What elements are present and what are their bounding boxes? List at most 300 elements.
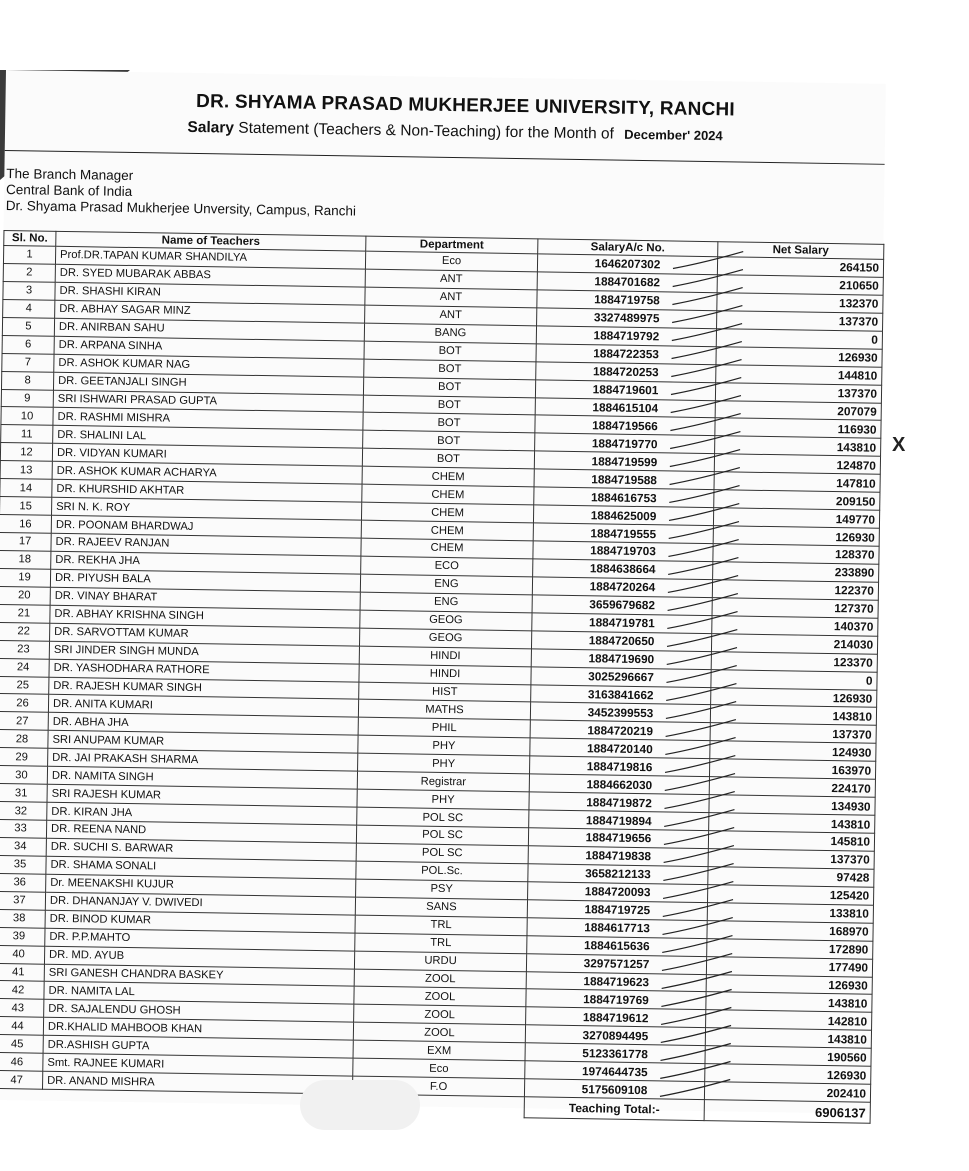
cell-name: DR. DHANANJAY V. DWIVEDI [45,892,355,915]
cell-account: 1884719623 [526,971,706,992]
tick-stroke [663,880,733,899]
cell-name: SRI RAJESH KUMAR [47,784,357,807]
cell-department: PHY [357,789,529,810]
tick-stroke [665,754,735,773]
cell-net-salary: 123370 [711,651,877,672]
cell-sl: 30 [0,766,48,785]
cell-sl: 13 [0,461,52,480]
tick-stroke [661,1024,731,1043]
total-label: Teaching Total:- [524,1097,704,1121]
cell-net-salary: 0 [716,328,882,349]
cell-department: POL SC [356,843,528,864]
cell-name: DR. VIDYAN KUMARI [52,444,362,467]
cell-department: URDU [354,951,526,972]
cell-net-salary: 142810 [706,1010,872,1031]
cell-account: 1884615104 [535,397,715,418]
cell-account: 1884719588 [534,469,714,490]
cell-name: DR. ASHOK KUMAR NAG [54,354,364,377]
cell-name: SRI GANESH CHANDRA BASKEY [44,964,354,987]
tick-stroke [667,610,737,629]
cell-sl: 17 [0,532,51,551]
cell-account: 1884720650 [531,631,711,652]
cell-department: EXM [353,1040,525,1061]
cell-department: ECO [361,556,533,577]
cell-name: DR. BINOD KUMAR [45,910,355,933]
cell-sl: 36 [0,873,46,892]
tick-stroke [673,251,743,270]
tick-stroke [669,484,739,503]
cell-department: POL SC [356,825,528,846]
cell-name: DR. ABHAY SAGAR MINZ [55,300,365,323]
cell-name: DR.KHALID MAHBOOB KHAN [43,1018,353,1041]
cell-department: BOT [363,395,535,416]
cell-account: 3163841662 [531,684,711,705]
cell-sl: 40 [0,945,45,964]
tick-stroke [663,862,733,881]
cell-account: 1974644735 [525,1061,705,1082]
cell-department: CHEM [361,538,533,559]
cell-net-salary: 124870 [714,454,880,475]
cell-net-salary: 144810 [716,364,882,385]
tick-stroke [663,916,733,935]
salary-statement-sheet [0,70,886,1121]
cell-account: 3658212133 [528,864,708,885]
cell-sl: 24 [0,658,49,677]
cell-net-salary: 122370 [712,580,878,601]
cell-account: 1884720219 [530,720,710,741]
tick-stroke [672,322,742,341]
cell-account: 1884720264 [532,577,712,598]
cell-department: POL.Sc. [356,861,528,882]
cell-name: DR. GEETANJALI SINGH [53,372,363,395]
tick-stroke [668,592,738,611]
cell-sl: 15 [0,497,52,516]
cell-sl: 28 [0,730,48,749]
cell-name: Prof.DR.TAPAN KUMAR SHANDILYA [55,246,365,269]
cell-account: 3270894495 [525,1025,705,1046]
cell-name: DR. ASHOK KUMAR ACHARYA [52,462,362,485]
column-header-sl: Sl. No. [4,230,56,246]
cell-net-salary: 143810 [705,1028,871,1049]
tick-stroke [666,682,736,701]
cell-net-salary: 147810 [714,472,880,493]
column-header-dept: Department [366,236,538,254]
tick-stroke [666,664,736,683]
paper-smudge [300,1080,420,1130]
cell-name: DR. RASHMI MISHRA [53,408,363,431]
cell-name: DR. SHASHI KIRAN [55,282,365,305]
cell-department: BOT [363,431,535,452]
cell-sl: 39 [0,927,45,946]
cell-department: PSY [356,879,528,900]
cell-department: BANG [364,323,536,344]
cell-net-salary: 202410 [704,1082,870,1103]
tick-stroke [661,1006,731,1025]
cell-account: 1884719758 [537,290,717,311]
tick-stroke [670,430,740,449]
cell-name: DR. ANIRBAN SAHU [54,318,364,341]
cell-account: 1884617713 [527,917,707,938]
cell-net-salary: 168970 [707,920,873,941]
cell-net-salary: 137370 [717,311,883,332]
cell-account: 1646207302 [537,254,717,275]
cell-account: 1884719894 [529,810,709,831]
cell-account: 1884638664 [533,559,713,580]
cell-sl: 26 [0,694,49,713]
cell-department: HINDI [359,646,531,667]
cell-account: 1884719690 [531,648,711,669]
cell-department: BOT [364,341,536,362]
cell-sl: 8 [1,371,53,390]
cell-department: ANT [365,269,537,290]
cell-name: DR. KHURSHID AKHTAR [52,479,362,502]
cell-sl: 10 [1,407,53,426]
cell-net-salary: 127370 [712,597,878,618]
cell-sl: 20 [0,586,50,605]
cell-department: PHY [358,753,530,774]
cell-account: 1884616753 [534,487,714,508]
cell-department: Eco [353,1058,525,1079]
cell-department: ZOOL [354,969,526,990]
cell-sl: 4 [3,299,55,318]
cell-net-salary: 143810 [706,992,872,1013]
cell-name: DR. P.P.MAHTO [45,928,355,951]
cell-sl: 2 [3,263,55,282]
cell-name: SRI ANUPAM KUMAR [48,731,358,754]
tick-stroke [662,934,732,953]
cell-account: 1884719703 [533,541,713,562]
cell-account: 1884719601 [535,379,715,400]
cell-sl: 12 [0,443,52,462]
cell-net-salary: 134930 [709,795,875,816]
cell-name: DR. NAMITA SINGH [47,766,357,789]
tick-stroke [670,412,740,431]
cell-name: DR. SUCHI S. BARWAR [46,838,356,861]
cell-name: DR. SYED MUBARAK ABBAS [55,264,365,287]
cell-net-salary: 128370 [713,544,879,565]
cell-department: POL SC [357,807,529,828]
handwritten-tick-marks [0,70,886,1114]
cell-net-salary: 124930 [710,741,876,762]
cell-department: TRL [355,915,527,936]
cell-net-salary: 214030 [711,633,877,654]
cell-net-salary: 224170 [709,777,875,798]
cell-name: DR. SAJALENDU GHOSH [44,1000,354,1023]
column-header-net: Net Salary [718,242,884,260]
tick-stroke [668,556,738,575]
cell-sl: 18 [0,550,51,569]
cell-account: 1884719872 [529,792,709,813]
handwritten-x-mark: X [892,434,906,456]
tick-stroke [663,898,733,917]
cell-account: 1884719599 [534,451,714,472]
cell-department: GEOG [360,610,532,631]
cell-name: DR. ABHA JHA [48,713,358,736]
cell-account: 1884720253 [536,361,716,382]
cell-account: 1884662030 [529,774,709,795]
tick-stroke [669,520,739,539]
cell-department: ANT [365,305,537,326]
tick-stroke [664,844,734,863]
cell-department: MATHS [358,700,530,721]
cell-name: DR. MD. AYUB [44,946,354,969]
cell-name: DR.ASHISH GUPTA [43,1035,353,1058]
cell-net-salary: 126930 [713,526,879,547]
cell-net-salary: 126930 [716,346,882,367]
tick-stroke [672,286,742,305]
cell-name: DR. SHAMA SONALI [46,856,356,879]
tick-stroke [661,1042,731,1061]
cell-sl: 22 [0,622,50,641]
cell-account: 1884719781 [532,613,712,634]
cell-department: ZOOL [354,987,526,1008]
cell-name: DR. SARVOTTAM KUMAR [50,623,360,646]
cell-sl: 43 [0,999,44,1018]
statement-text: Statement (Teachers & Non-Teaching) for the Month of [238,119,615,143]
cell-net-salary: 143810 [715,436,881,457]
tick-stroke [671,358,741,377]
cell-name: DR. PIYUSH BALA [50,569,360,592]
cell-department: BOT [363,413,535,434]
cell-name: SRI N. K. ROY [52,497,362,520]
cell-sl: 37 [0,891,46,910]
cell-department: CHEM [361,520,533,541]
cell-department: ENG [360,592,532,613]
cell-department: HINDI [359,664,531,685]
tick-stroke [662,970,732,989]
cell-net-salary: 125420 [708,884,874,905]
statement-month: December' 2024 [624,126,723,144]
cell-account: 1884719555 [533,523,713,544]
cell-net-salary: 137370 [715,382,881,403]
address-line-3: Dr. Shyama Prasad Mukherjee Unversity, Campus, Ranchi [5,198,357,219]
cell-department: F.O [352,1076,524,1097]
cell-sl: 35 [0,855,46,874]
cell-sl: 7 [2,353,54,372]
tick-stroke [667,646,737,665]
cell-name: DR. ABHAY KRISHNA SINGH [50,605,360,628]
cell-net-salary: 163970 [709,759,875,780]
cell-name: DR. NAMITA LAL [44,982,354,1005]
cell-account: 1884720093 [528,882,708,903]
tick-stroke [666,718,736,737]
total-value: 6906137 [704,1100,870,1124]
column-header-account: SalaryA/c No. [538,239,718,257]
cell-account: 1884719792 [536,326,716,347]
cell-account: 1884722353 [536,344,716,365]
cell-sl: 9 [1,389,53,408]
cell-net-salary: 207079 [715,400,881,421]
cell-net-salary: 209150 [714,490,880,511]
tick-stroke [669,502,739,521]
cell-sl: 25 [0,676,49,695]
tick-stroke [667,628,737,647]
cell-department: ZOOL [354,1004,526,1025]
cell-net-salary: 116930 [715,418,881,439]
cell-sl: 3 [3,281,55,300]
cell-department: BOT [364,359,536,380]
cell-name: DR. VINAY BHARAT [50,587,360,610]
cell-sl: 38 [0,909,45,928]
cell-name: DR. REKHA JHA [51,551,361,574]
cell-net-salary: 190560 [705,1046,871,1067]
tick-stroke [670,448,740,467]
cell-department: CHEM [362,484,534,505]
cell-name: DR. ANITA KUMARI [48,695,358,718]
cell-sl: 31 [0,784,47,803]
tick-stroke [665,772,735,791]
cell-sl: 32 [0,801,47,820]
cell-name: SRI ISHWARI PRASAD GUPTA [53,390,363,413]
cell-department: ANT [365,287,537,308]
tick-stroke [664,826,734,845]
cell-name: DR. POONAM BHARDWAJ [51,515,361,538]
cell-net-salary: 133810 [707,902,873,923]
tick-stroke [665,736,735,755]
cell-department: BOT [362,448,534,469]
cell-account: 1884719566 [535,415,715,436]
cell-department: BOT [363,377,535,398]
cell-net-salary: 177490 [706,956,872,977]
tick-stroke [672,304,742,323]
cell-sl: 47 [0,1071,43,1090]
cell-sl: 46 [0,1053,43,1072]
cell-department: GEOG [360,628,532,649]
cell-sl: 6 [2,335,54,354]
cell-sl: 16 [0,515,52,534]
tick-stroke [668,538,738,557]
cell-sl: 19 [0,568,51,587]
cell-net-salary: 143810 [710,705,876,726]
cell-net-salary: 145810 [708,831,874,852]
tick-stroke [664,790,734,809]
cell-net-salary: 137370 [710,723,876,744]
address-line-2: Central Bank of India [6,182,133,199]
cell-sl: 29 [0,748,48,767]
statement-bold-word: Salary [187,118,235,137]
cell-net-salary: 172890 [707,938,873,959]
cell-department: HIST [359,682,531,703]
tick-stroke [666,700,736,719]
cell-sl: 11 [1,425,53,444]
cell-sl: 23 [0,640,50,659]
cell-net-salary: 97428 [708,867,874,888]
cell-department: SANS [355,897,527,918]
cell-sl: 27 [0,712,48,731]
cell-name: DR. RAJESH KUMAR SINGH [49,677,359,700]
cell-name: DR. YASHODHARA RATHORE [49,659,359,682]
tick-stroke [662,952,732,971]
address-line-1: The Branch Manager [6,166,134,184]
cell-name: DR. ANAND MISHRA [42,1071,352,1094]
tick-stroke [671,394,741,413]
tick-stroke [673,269,743,288]
cell-net-salary: 137370 [708,849,874,870]
cell-name: DR. SHALINI LAL [53,426,363,449]
cell-account: 1884720140 [530,738,710,759]
tick-stroke [672,340,742,359]
cell-department: Eco [365,251,537,272]
cell-account: 1884719770 [535,433,715,454]
cell-sl: 1 [3,245,55,264]
cell-department: PHY [358,735,530,756]
cell-name: Dr. MEENAKSHI KUJUR [46,874,356,897]
cell-sl: 42 [0,981,44,1000]
cell-department: TRL [355,933,527,954]
cell-account: 1884719612 [526,1007,706,1028]
tick-stroke [670,466,740,485]
cell-sl: 44 [0,1017,44,1036]
cell-net-salary: 132370 [717,293,883,314]
tick-stroke [671,376,741,395]
cell-account: 1884719838 [528,846,708,867]
cell-sl: 14 [0,479,52,498]
cell-net-salary: 126930 [706,974,872,995]
cell-sl: 5 [2,317,54,336]
cell-account: 1884625009 [533,505,713,526]
tick-stroke [668,574,738,593]
cell-account: 1884719656 [528,828,708,849]
tick-stroke [664,808,734,827]
cell-sl: 41 [0,963,44,982]
cell-account: 1884615636 [527,935,707,956]
cell-account: 1884719769 [526,989,706,1010]
cell-account: 5175609108 [524,1079,704,1100]
cell-sl: 34 [0,837,46,856]
cell-account: 3297571257 [526,953,706,974]
tick-stroke [660,1078,730,1097]
cell-net-salary: 233890 [713,562,879,583]
cell-account: 3025296667 [531,666,711,687]
cell-department: CHEM [361,502,533,523]
university-title: DR. SHYAMA PRASAD MUKHERJEE UNIVERSITY, RANCHI [195,90,736,121]
cell-net-salary: 140370 [712,615,878,636]
cell-net-salary: 143810 [709,813,875,834]
cell-name: DR. JAI PRAKASH SHARMA [48,748,358,771]
cell-department: CHEM [362,466,534,487]
cell-sl: 33 [0,819,47,838]
cell-account: 1884701682 [537,272,717,293]
cell-name: SRI JINDER SINGH MUNDA [49,641,359,664]
cell-sl: 45 [0,1035,43,1054]
cell-department: ZOOL [353,1022,525,1043]
cell-net-salary: 0 [711,669,877,690]
cell-net-salary: 126930 [705,1064,871,1085]
cell-net-salary: 264150 [717,257,883,278]
cell-name: DR. RAJEEV RANJAN [51,533,361,556]
column-header-name: Name of Teachers [56,231,366,251]
cell-account: 1884719816 [530,756,710,777]
cell-net-salary: 126930 [711,687,877,708]
tick-stroke [661,988,731,1007]
cell-account: 3452399553 [530,702,710,723]
cell-net-salary: 149770 [713,508,879,529]
cell-account: 3327489975 [537,308,717,329]
cell-name: DR. ARPANA SINHA [54,336,364,359]
cell-name: DR. REENA NAND [46,820,356,843]
cell-account: 1884719725 [527,900,707,921]
cell-net-salary: 210650 [717,275,883,296]
cell-account: 5123361778 [525,1043,705,1064]
cell-name: DR. KIRAN JHA [47,802,357,825]
cell-name: Smt. RAJNEE KUMARI [43,1053,353,1076]
cell-department: ENG [360,574,532,595]
cell-department: Registrar [357,771,529,792]
tick-stroke [660,1060,730,1079]
cell-account: 3659679682 [532,595,712,616]
cell-department: PHIL [358,717,530,738]
cell-sl: 21 [0,604,50,623]
